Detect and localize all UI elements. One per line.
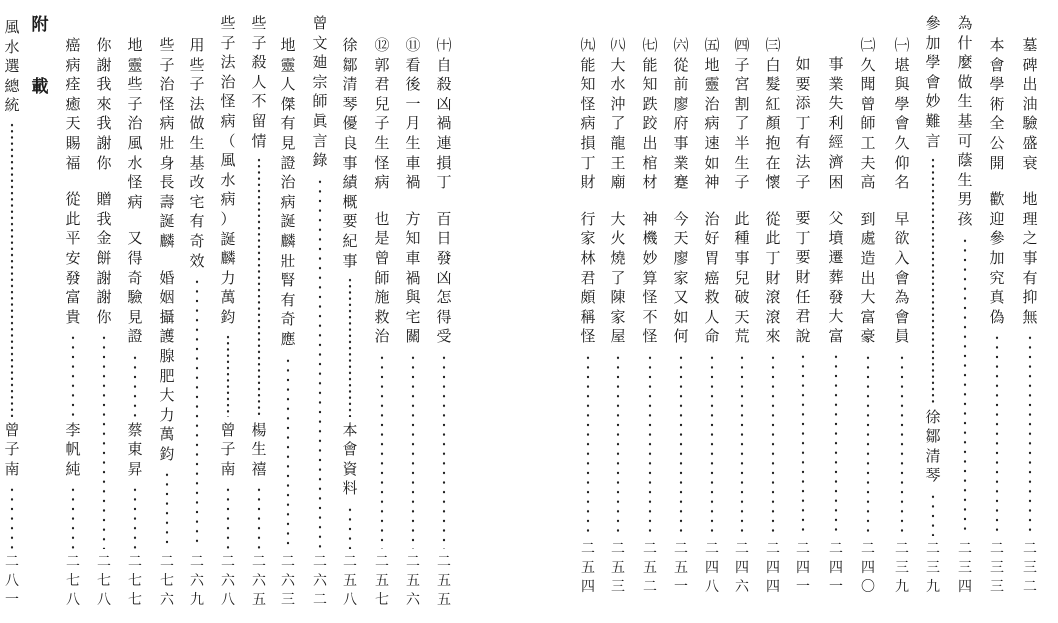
leader-dots xyxy=(133,353,137,417)
page-number: 二 七 七 xyxy=(128,553,142,608)
toc-entry[interactable] xyxy=(792,0,814,623)
entry-subtitle: 要 丁 要 財 任 君 說 xyxy=(795,209,811,345)
entry-title: ⑪ 看 後 一 月 生 車 禍 xyxy=(405,36,421,192)
toc-entry[interactable] xyxy=(433,0,455,623)
leader-dots xyxy=(348,277,352,416)
entry-subtitle: 到 處 造 出 大 富 豪 xyxy=(860,209,876,346)
toc-entry[interactable] xyxy=(857,0,879,623)
page-number: 二 五 三 xyxy=(611,540,625,595)
leader-dots xyxy=(257,485,261,549)
toc-entry[interactable] xyxy=(577,0,599,623)
entry-subtitle: 從 此 丁 財 滾 滾 來 xyxy=(765,209,781,346)
leader-dots xyxy=(586,353,590,536)
entry-author: 本 會 資 料 xyxy=(342,420,358,498)
entry-title: 癌 病 痊 癒 天 賜 福 xyxy=(65,36,81,172)
toc-entry[interactable] xyxy=(1,0,23,623)
leader-dots xyxy=(442,353,446,549)
entry-title: ㈡ 久 聞 曾 師 工 夫 高 xyxy=(860,36,876,192)
page-number: 二 七 八 xyxy=(97,553,111,608)
leader-dots xyxy=(411,353,415,549)
page-number: 二 三 九 xyxy=(926,540,940,595)
page-number: 二 六 八 xyxy=(221,553,235,608)
leader-dots xyxy=(900,353,904,536)
toc-entry[interactable] xyxy=(402,0,424,623)
entry-title: 地 靈 人 傑 有 見 證 治 病 誕 麟 壯 腎 有 奇 應 xyxy=(280,36,296,348)
entry-subtitle: 從 此 平 安 發 富 貴 xyxy=(65,190,81,326)
entry-subtitle: 神 機 妙 算 怪 不 怪 xyxy=(642,209,658,346)
toc-entry[interactable] xyxy=(607,0,629,623)
leader-dots xyxy=(195,277,199,549)
leader-dots xyxy=(10,485,14,549)
page-number: 二 三 二 xyxy=(1023,540,1037,595)
entry-title: 徐 鄒 清 琴 優 良 事 績 概 要 紀 事 xyxy=(342,36,358,270)
leader-dots xyxy=(165,470,169,548)
page-number: 二 四 八 xyxy=(705,540,719,595)
page-number: 二 四 一 xyxy=(796,540,810,595)
entry-title: ㈤ 地 靈 治 病 速 如 神 xyxy=(704,36,720,192)
page-number: 二 七 八 xyxy=(66,553,80,608)
page-number: 二 五 一 xyxy=(674,540,688,595)
entry-title: 參 加 學 會 妙 難 言 xyxy=(925,14,941,150)
toc-entry[interactable] xyxy=(731,0,753,623)
leader-dots xyxy=(348,505,352,549)
page-number: 二 五 七 xyxy=(375,553,389,608)
page-number: 二 六 三 xyxy=(281,553,295,608)
entry-subtitle: 早 欲 入 會 為 會 員 xyxy=(894,209,910,346)
entry-subtitle: 婚 姻 攝 護 腺 肥 大 力 萬 鈞 xyxy=(159,268,175,463)
entry-subtitle: 贈 我 金 餅 謝 謝 你 xyxy=(96,190,112,326)
entry-subtitle: 方 知 車 禍 與 宅 關 xyxy=(405,209,421,346)
leader-dots xyxy=(380,353,384,549)
entry-author: 徐 鄒 清 琴 xyxy=(925,407,941,485)
leader-dots xyxy=(834,352,838,536)
leader-dots xyxy=(71,485,75,549)
toc-entry[interactable] xyxy=(93,0,115,623)
toc-entry[interactable] xyxy=(891,0,913,623)
entry-title: ㈥ 從 前 廖 府 事 業 蹇 xyxy=(673,36,689,192)
entry-title: 風 水 選 總 統 xyxy=(4,18,20,115)
toc-entry[interactable] xyxy=(670,0,692,623)
entry-subtitle: 也 是 曾 師 施 救 治 xyxy=(374,209,390,346)
leader-dots xyxy=(963,236,967,536)
toc-entry[interactable] xyxy=(701,0,723,623)
entry-title: 為 什 麼 做 生 基 可 蔭 生 男 孩 xyxy=(957,14,973,228)
entry-title: ㈩ 自 殺 凶 禍 連 損 丁 xyxy=(436,36,452,192)
entry-subtitle: 地 理 之 事 有 抑 無 xyxy=(1022,190,1038,326)
leader-dots xyxy=(995,333,999,536)
page-number: 二 五 四 xyxy=(581,540,595,595)
entry-title: ㈣ 子 宮 割 了 半 生 子 xyxy=(734,36,750,192)
entry-title: 事 業 失 利 經 濟 困 xyxy=(828,55,844,191)
entry-title: 墓 碑 出 油 驗 盛 衰 xyxy=(1022,36,1038,172)
toc-entry[interactable] xyxy=(986,0,1008,623)
leader-dots xyxy=(257,157,261,416)
entry-author: 李 帆 純 xyxy=(65,420,81,478)
page-number: 二 五 八 xyxy=(343,553,357,608)
page-number: 二 五 六 xyxy=(406,553,420,608)
leader-dots xyxy=(133,485,137,549)
entry-subtitle: 治 好 胃 癌 救 人 命 xyxy=(704,209,720,346)
leader-dots xyxy=(931,492,935,536)
leader-dots xyxy=(318,177,322,549)
leader-dots xyxy=(866,353,870,536)
leader-dots xyxy=(740,353,744,536)
entry-title: 如 要 添 丁 有 法 子 xyxy=(795,55,811,191)
entry-title: 些 子 治 怪 病 壯 身 長 壽 誕 麟 xyxy=(159,36,175,250)
entry-title: ㈠ 堪 與 學 會 久 仰 名 xyxy=(894,36,910,192)
entry-title: ㈨ 能 知 怪 病 損 丁 財 xyxy=(580,36,596,192)
toc-entry[interactable] xyxy=(339,0,361,623)
page-number: 二 六 五 xyxy=(252,553,266,608)
page-number: 二 八 一 xyxy=(5,553,19,608)
entry-title: 些 子 殺 人 不 留 情 xyxy=(251,14,267,150)
entry-title: ⑫ 郭 君 兒 子 生 怪 病 xyxy=(374,36,390,192)
toc-entry[interactable] xyxy=(248,0,270,623)
page-number: 二 七 六 xyxy=(160,553,174,608)
toc-entry[interactable] xyxy=(62,0,84,623)
toc-entry[interactable] xyxy=(217,0,239,623)
toc-entry[interactable] xyxy=(825,0,847,623)
toc-entry[interactable] xyxy=(156,0,178,623)
entry-subtitle: 父 墳 遷 葬 發 大 富 xyxy=(828,209,844,345)
entry-author: 蔡 東 昇 xyxy=(127,420,143,478)
leader-dots xyxy=(1028,333,1032,536)
leader-dots xyxy=(931,157,935,403)
page-number: 二 六 九 xyxy=(190,553,204,608)
entry-subtitle: 歡 迎 參 加 究 真 偽 xyxy=(989,190,1005,326)
entry-title: 地 靈 些 子 治 風 水 怪 病 xyxy=(127,36,143,211)
leader-dots xyxy=(771,353,775,536)
entry-title: ㈢ 白 髮 紅 顏 抱 在 懷 xyxy=(765,36,781,192)
leader-dots xyxy=(648,353,652,536)
page-number: 二 四 〇 xyxy=(861,540,875,595)
toc-entry[interactable] xyxy=(954,0,976,623)
leader-dots xyxy=(801,352,805,536)
leader-dots xyxy=(226,485,230,549)
leader-dots xyxy=(102,333,106,549)
leader-dots xyxy=(71,333,75,416)
entry-title: 用 些 子 法 做 生 基 改 宅 有 奇 效 xyxy=(189,36,205,270)
entry-author: 曾 子 南 xyxy=(220,420,236,478)
page-number: 二 四 一 xyxy=(829,540,843,595)
leader-dots xyxy=(286,356,290,549)
entry-subtitle: 此 種 事 兒 破 天 荒 xyxy=(734,209,750,346)
page-number: 二 三 三 xyxy=(990,540,1004,595)
toc-entry[interactable] xyxy=(371,0,393,623)
entry-title: 本 會 學 術 全 公 開 xyxy=(989,36,1005,172)
toc-entry[interactable] xyxy=(186,0,208,623)
leader-dots xyxy=(679,353,683,536)
entry-subtitle: 又 得 奇 驗 見 證 xyxy=(127,229,143,346)
entry-subtitle: 百 日 發 凶 怎 得 受 xyxy=(436,209,452,346)
page-number: 二 三 九 xyxy=(895,540,909,595)
page-number: 二 四 四 xyxy=(766,540,780,595)
page-number: 二 六 二 xyxy=(313,553,327,608)
leader-dots xyxy=(226,334,230,417)
page-number: 二 四 六 xyxy=(735,540,749,595)
entry-subtitle: 今 天 廖 家 又 如 何 xyxy=(673,209,689,346)
leader-dots xyxy=(10,122,14,417)
page-number: 二 五 五 xyxy=(437,553,451,608)
toc-entry[interactable] xyxy=(922,0,944,623)
entry-title: 曾 文 廸 宗 師 眞 言 錄 xyxy=(312,14,328,170)
entry-subtitle: 行 家 林 君 頗 稱 怪 xyxy=(580,209,596,346)
entry-title: 些 子 法 治 怪 病 （ 風 水 病 ） 誕 麟 力 萬 鈞 xyxy=(220,14,236,326)
toc-entry[interactable] xyxy=(762,0,784,623)
entry-author: 楊 生 禧 xyxy=(251,420,267,478)
toc-entry[interactable] xyxy=(124,0,146,623)
toc-entry[interactable] xyxy=(639,0,661,623)
leader-dots xyxy=(710,353,714,536)
entry-title: ㈧ 大 水 沖 了 龍 王 廟 xyxy=(610,36,626,192)
page-number: 二 五 二 xyxy=(643,540,657,595)
toc-entry[interactable] xyxy=(309,0,331,623)
section-heading: 附 載 xyxy=(31,15,49,97)
entry-author: 曾 子 南 xyxy=(4,420,20,478)
leader-dots xyxy=(616,353,620,536)
page-number: 二 三 四 xyxy=(958,540,972,595)
entry-subtitle: 大 火 燒 了 陳 家 屋 xyxy=(610,209,626,346)
toc-entry[interactable] xyxy=(277,0,299,623)
entry-title: 你 謝 我 來 我 謝 你 xyxy=(96,36,112,172)
entry-title: ㈦ 能 知 跌 跤 出 棺 材 xyxy=(642,36,658,192)
toc-entry[interactable] xyxy=(1019,0,1041,623)
